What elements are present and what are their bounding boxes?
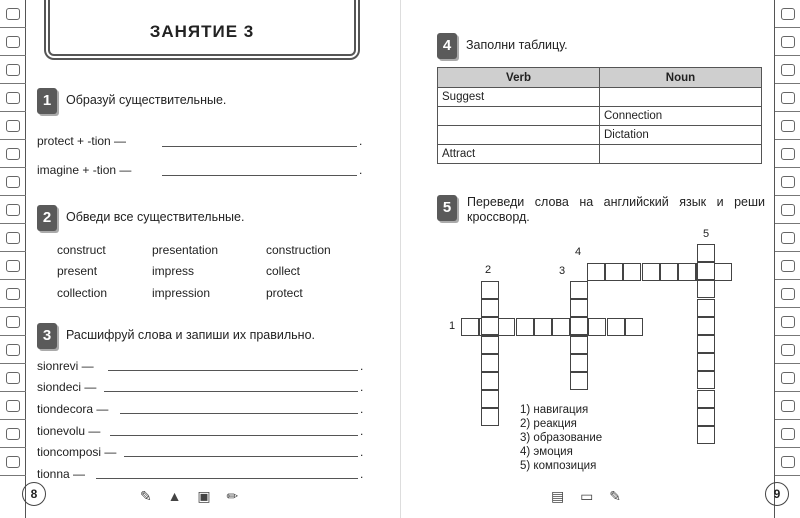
task-3-badge: 3 — [37, 323, 57, 349]
task-3-row-2-answer-line[interactable] — [104, 391, 358, 392]
crossword-number-1: 1 — [449, 320, 456, 332]
crossword-cell[interactable] — [697, 390, 715, 408]
verb-noun-table — [437, 67, 762, 164]
crossword-cell[interactable] — [570, 354, 588, 372]
clue-1: 1) навигация — [520, 404, 589, 416]
task-5-badge: 5 — [437, 195, 457, 221]
word[interactable]: collect — [266, 264, 301, 278]
clue-2: 2) реакция — [520, 418, 577, 430]
task-3-row-5-label: tioncomposi — — [37, 445, 117, 459]
crossword-cell[interactable] — [697, 244, 715, 262]
table-cell[interactable] — [600, 88, 762, 107]
task-3-row-3-end: . — [360, 402, 364, 416]
crossword-cell[interactable] — [714, 263, 732, 281]
table-cell[interactable]: Dictation — [600, 126, 762, 145]
table-cell[interactable] — [438, 107, 600, 126]
crossword-cell[interactable] — [461, 318, 479, 336]
task-3-instruction: Расшифруй слова и запиши их правильно. — [66, 328, 316, 342]
task-1-row-1-end: . — [359, 134, 363, 148]
lesson-title: ЗАНЯТИЕ 3 — [149, 22, 255, 41]
right-doodle-border — [774, 0, 800, 518]
crossword-cell[interactable] — [516, 318, 534, 336]
table-cell[interactable] — [438, 126, 600, 145]
table-row — [438, 145, 762, 164]
crossword-cell[interactable] — [481, 408, 499, 426]
crossword-cell[interactable] — [497, 318, 515, 336]
word[interactable]: construct — [57, 243, 106, 257]
task-3-row-1-answer-line[interactable] — [108, 370, 358, 371]
task-2-instruction: Обведи все существительные. — [66, 210, 245, 224]
crossword-cell[interactable] — [697, 371, 715, 389]
crossword-cell[interactable] — [588, 318, 606, 336]
crossword-cell[interactable] — [481, 336, 499, 354]
task-1-row-2-answer-line[interactable] — [162, 175, 357, 176]
crossword-cell[interactable] — [605, 263, 623, 281]
crossword-cell[interactable] — [625, 318, 643, 336]
crossword-number-5: 5 — [703, 228, 710, 240]
crossword-cell[interactable] — [697, 317, 715, 335]
clue-3: 3) образование — [520, 432, 603, 444]
word[interactable]: present — [57, 264, 98, 278]
crossword-cell[interactable] — [570, 299, 588, 317]
word[interactable]: construction — [266, 243, 331, 257]
task-3-row-6-answer-line[interactable] — [96, 478, 358, 479]
footer-doodles-left: ✎ ▲ ▣ ✏ — [140, 488, 245, 504]
task-3-row-2-label: siondeci — — [37, 380, 97, 394]
task-3-row-1-end: . — [360, 359, 364, 373]
table-row — [438, 107, 762, 126]
crossword-number-2: 2 — [485, 264, 492, 276]
clue-5: 5) композиция — [520, 460, 597, 472]
task-1-row-2-label: imagine + -tion — — [37, 163, 132, 177]
table-cell[interactable]: Suggest — [438, 88, 600, 107]
footer-doodles-right: ▤ ▭ ✎ — [551, 488, 627, 504]
task-4-instruction: Заполни таблицу. — [466, 38, 568, 52]
crossword-cell[interactable] — [481, 372, 499, 390]
crossword-cell[interactable] — [697, 262, 715, 280]
table-row — [438, 88, 762, 107]
clue-4: 4) эмоция — [520, 446, 573, 458]
crossword-cell[interactable] — [660, 263, 678, 281]
task-1-row-1-answer-line[interactable] — [162, 146, 357, 147]
crossword-cell[interactable] — [697, 335, 715, 353]
table-cell[interactable]: Connection — [600, 107, 762, 126]
task-3-row-1-label: sionrevi — — [37, 359, 94, 373]
task-3-row-2-end: . — [360, 380, 364, 394]
task-1-row-2-end: . — [359, 163, 363, 177]
word[interactable]: impress — [152, 264, 195, 278]
task-3-row-4-label: tionevolu — — [37, 424, 101, 438]
crossword-cell[interactable] — [697, 353, 715, 371]
table-row — [438, 126, 762, 145]
crossword-cell[interactable] — [570, 336, 588, 354]
crossword-cell[interactable] — [481, 299, 499, 317]
crossword-number-3: 3 — [559, 265, 566, 277]
crossword-cell[interactable] — [678, 263, 696, 281]
crossword-cell[interactable] — [570, 281, 588, 299]
task-3-row-4-end: . — [360, 424, 364, 438]
task-3-row-5-end: . — [360, 445, 364, 459]
crossword-cell[interactable] — [481, 390, 499, 408]
task-3-row-6-end: . — [360, 467, 364, 481]
crossword-cell[interactable] — [623, 263, 641, 281]
task-1-row-1-label: protect + -tion — — [37, 134, 127, 148]
task-5-instruction-line-2: кроссворд. — [467, 210, 530, 224]
task-1-instruction: Образуй существительные. — [66, 93, 227, 107]
task-1-badge: 1 — [37, 88, 57, 114]
crossword-cell[interactable] — [697, 280, 715, 298]
task-2-badge: 2 — [37, 205, 57, 231]
word[interactable]: collection — [57, 286, 108, 300]
crossword-cell[interactable] — [607, 318, 625, 336]
crossword-cell[interactable] — [481, 354, 499, 372]
left-doodle-border — [0, 0, 26, 518]
table-cell[interactable] — [600, 145, 762, 164]
crossword-cell[interactable] — [697, 299, 715, 317]
page-number-right: 9 — [765, 482, 789, 506]
task-5-instruction-line-1: Переведи слова на английский язык и реши — [467, 195, 765, 209]
table-header-verb: Verb — [438, 68, 600, 88]
task-3-row-3-answer-line[interactable] — [120, 413, 358, 414]
task-3-row-6-label: tionna — — [37, 467, 86, 481]
page-number-left: 8 — [22, 482, 46, 506]
table-header-noun: Noun — [600, 68, 762, 88]
task-3-row-4-answer-line[interactable] — [110, 435, 358, 436]
crossword-number-4: 4 — [575, 246, 582, 258]
word[interactable]: protect — [266, 286, 303, 300]
crossword-cell[interactable] — [697, 426, 715, 444]
crossword-cell[interactable] — [642, 263, 660, 281]
crossword-cell[interactable] — [697, 408, 715, 426]
table-cell[interactable]: Attract — [438, 145, 600, 164]
word[interactable]: impression — [152, 286, 211, 300]
crossword-cell[interactable] — [570, 317, 588, 335]
crossword-cell[interactable] — [587, 263, 605, 281]
crossword-cell[interactable] — [534, 318, 552, 336]
task-3-row-3-label: tiondecora — — [37, 402, 109, 416]
word[interactable]: presentation — [152, 243, 219, 257]
task-3-row-5-answer-line[interactable] — [124, 456, 358, 457]
crossword-cell[interactable] — [552, 318, 570, 336]
crossword-cell[interactable] — [481, 281, 499, 299]
crossword-cell[interactable] — [481, 317, 499, 335]
crossword-cell[interactable] — [570, 372, 588, 390]
task-4-badge: 4 — [437, 33, 457, 59]
